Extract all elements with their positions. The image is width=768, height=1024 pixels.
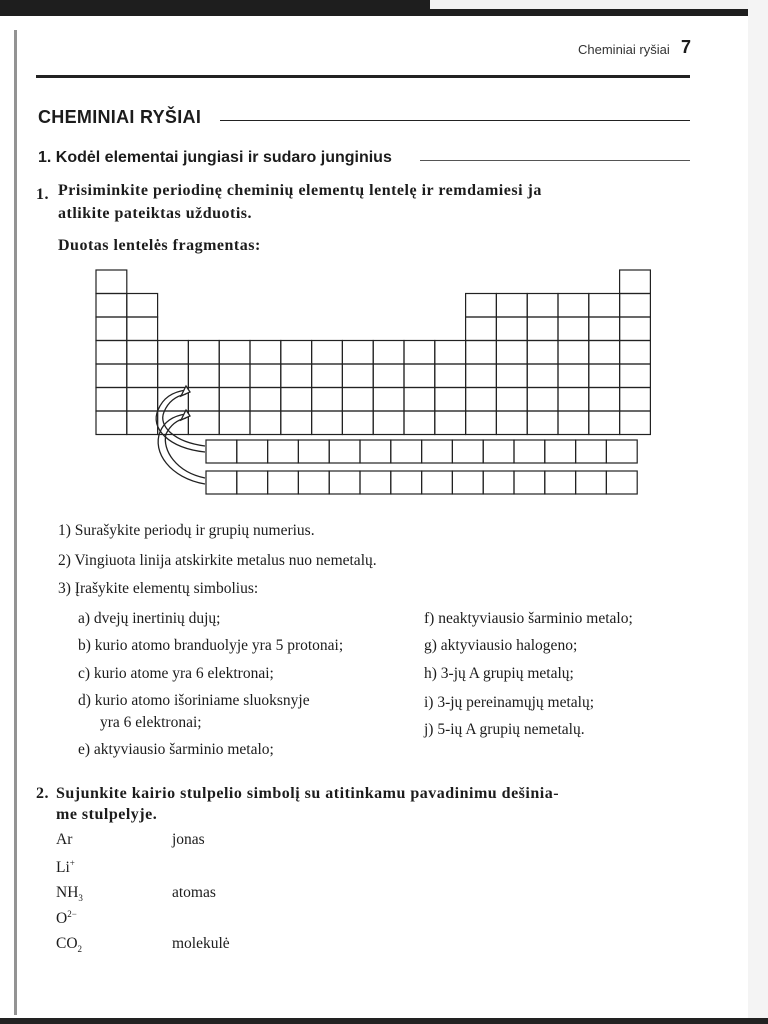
instruction-1: 1) Surašykite periodų ir grupių numerius. xyxy=(58,522,315,539)
name-molekule: molekulė xyxy=(172,935,230,952)
item-d-line2: yra 6 elektronai; xyxy=(100,714,202,731)
table-cell xyxy=(373,364,404,388)
table-cell xyxy=(466,388,497,412)
table-cell xyxy=(96,294,127,318)
arrow-actinides xyxy=(158,414,205,484)
table-cell xyxy=(96,270,127,294)
f-block-cell xyxy=(329,440,360,463)
table-cell xyxy=(466,294,497,318)
f-block-cell xyxy=(514,440,545,463)
name-jonas: jonas xyxy=(172,831,205,848)
table-cell xyxy=(219,364,250,388)
running-header: Cheminiai ryšiai xyxy=(578,42,670,57)
table-cell xyxy=(373,388,404,412)
table-cell xyxy=(466,364,497,388)
task1-number: 1. xyxy=(36,186,49,203)
symbol-oxide-ion: $O^{2-}$ xyxy=(56,909,77,928)
table-cell xyxy=(558,294,589,318)
table-cell xyxy=(527,364,558,388)
name-atomas: atomas xyxy=(172,884,216,901)
page-number: 7 xyxy=(681,37,692,57)
symbol-ar: Ar xyxy=(56,831,73,848)
table-cell xyxy=(466,341,497,365)
f-block-cell xyxy=(576,471,607,494)
table-cell xyxy=(620,411,651,435)
table-cell xyxy=(435,341,466,365)
table-cell xyxy=(620,364,651,388)
table-cell xyxy=(96,341,127,365)
f-block-cell xyxy=(606,471,637,494)
instruction-2: 2) Vingiuota linija atskirkite metalus nuo nemetalų. xyxy=(58,552,377,569)
table-cell xyxy=(404,364,435,388)
table-cell xyxy=(404,388,435,412)
table-cell xyxy=(589,294,620,318)
f-block-cell xyxy=(329,471,360,494)
table-cell xyxy=(435,411,466,435)
item-f: f) neaktyviausio šarminio metalo; xyxy=(424,610,633,627)
f-block-cell xyxy=(268,471,299,494)
table-cell xyxy=(373,411,404,435)
f-block-cell xyxy=(268,440,299,463)
table-cell xyxy=(527,294,558,318)
page-bottom-edge xyxy=(0,1018,768,1024)
table-cell xyxy=(435,364,466,388)
f-block-cell xyxy=(452,471,483,494)
item-d-line1: d) kurio atomo išoriniame sluoksnyje xyxy=(78,692,310,709)
table-cell xyxy=(589,388,620,412)
table-cell xyxy=(466,317,497,341)
chapter-title: CHEMINIAI RYŠIAI xyxy=(38,107,202,127)
f-block-cell xyxy=(422,471,453,494)
table-cell xyxy=(404,411,435,435)
f-block-cell xyxy=(298,471,329,494)
table-cell xyxy=(250,364,281,388)
item-g: g) aktyviausio halogeno; xyxy=(424,637,578,654)
f-block-cell xyxy=(606,440,637,463)
table-cell xyxy=(219,411,250,435)
instruction-3: 3) Įrašykite elementų simbolius: xyxy=(58,580,259,597)
table-cell xyxy=(312,364,343,388)
symbol-co2: $CO_2$ xyxy=(56,935,83,955)
task2-number: 2. xyxy=(36,785,49,802)
item-h: h) 3-jų A grupių metalų; xyxy=(424,665,574,682)
task2-text-line1: Sujunkite kairio stulpelio simbolį su atitinkamu pavadinimu dešinia- xyxy=(56,785,560,802)
f-block-cell xyxy=(391,471,422,494)
f-block-cell xyxy=(483,440,514,463)
table-cell xyxy=(281,364,312,388)
table-cell xyxy=(589,364,620,388)
table-cell xyxy=(342,364,373,388)
table-cell xyxy=(281,411,312,435)
table-cell xyxy=(96,364,127,388)
table-cell xyxy=(589,341,620,365)
table-cell xyxy=(558,388,589,412)
table-cell xyxy=(558,341,589,365)
table-cell xyxy=(342,341,373,365)
f-block-cell xyxy=(206,440,237,463)
f-block-cell xyxy=(298,440,329,463)
f-block-cell xyxy=(391,440,422,463)
f-block-cell xyxy=(483,471,514,494)
table-cell xyxy=(527,411,558,435)
item-c: c) kurio atome yra 6 elektronai; xyxy=(78,665,274,682)
section-title: 1. Kodėl elementai jungiasi ir sudaro junginius xyxy=(38,149,392,166)
table-cell xyxy=(127,341,158,365)
table-cell xyxy=(219,341,250,365)
table-cell xyxy=(127,294,158,318)
f-block-cell xyxy=(452,440,483,463)
table-cell xyxy=(404,341,435,365)
table-cell xyxy=(558,317,589,341)
table-cell xyxy=(620,388,651,412)
table-cell xyxy=(558,364,589,388)
table-cell xyxy=(527,388,558,412)
table-cell xyxy=(589,411,620,435)
task1-text-line1: Prisiminkite periodinę cheminių elementų lentelę ir remdamiesi ja xyxy=(58,182,542,199)
table-cell xyxy=(589,317,620,341)
task1-text-line2: atlikite pateiktas užduotis. xyxy=(58,205,253,222)
fragment-label: Duotas lentelės fragmentas: xyxy=(58,237,261,254)
table-cell xyxy=(281,388,312,412)
table-cell xyxy=(496,341,527,365)
table-cell xyxy=(250,388,281,412)
table-cell xyxy=(281,341,312,365)
f-block-cell xyxy=(545,471,576,494)
table-cell xyxy=(342,388,373,412)
table-cell xyxy=(188,411,219,435)
table-cell xyxy=(496,364,527,388)
symbol-nh3: $NH_3$ xyxy=(56,884,83,904)
table-cell xyxy=(496,388,527,412)
table-cell xyxy=(312,341,343,365)
table-cell xyxy=(620,341,651,365)
table-cell xyxy=(188,341,219,365)
task2-text-line2: me stulpelyje. xyxy=(56,806,158,823)
table-cell xyxy=(435,388,466,412)
table-cell xyxy=(620,270,651,294)
table-cell xyxy=(312,388,343,412)
f-block-cell xyxy=(422,440,453,463)
table-cell xyxy=(496,411,527,435)
table-cell xyxy=(527,317,558,341)
f-block-cell xyxy=(237,471,268,494)
table-cell xyxy=(96,411,127,435)
item-i: i) 3-jų pereinamųjų metalų; xyxy=(424,694,595,711)
table-cell xyxy=(127,317,158,341)
table-cell xyxy=(527,341,558,365)
table-cell xyxy=(250,411,281,435)
table-cell xyxy=(219,388,250,412)
f-block-cell xyxy=(360,440,391,463)
table-cell xyxy=(158,341,189,365)
table-cell xyxy=(127,388,158,412)
table-cell xyxy=(96,317,127,341)
table-cell xyxy=(188,388,219,412)
table-cell xyxy=(496,294,527,318)
table-cell xyxy=(342,411,373,435)
f-block-cell xyxy=(206,471,237,494)
table-cell xyxy=(373,341,404,365)
item-a: a) dvejų inertinių dujų; xyxy=(78,610,221,627)
table-cell xyxy=(250,341,281,365)
table-cell xyxy=(188,364,219,388)
table-cell xyxy=(158,364,189,388)
f-block-cell xyxy=(237,440,268,463)
table-cell xyxy=(620,317,651,341)
table-cell xyxy=(312,411,343,435)
table-cell xyxy=(127,364,158,388)
f-block-cell xyxy=(514,471,545,494)
f-block-cell xyxy=(576,440,607,463)
table-cell xyxy=(620,294,651,318)
f-block-cell xyxy=(360,471,391,494)
table-cell xyxy=(96,388,127,412)
table-cell xyxy=(466,411,497,435)
item-b: b) kurio atomo branduolyje yra 5 protonai; xyxy=(78,637,344,654)
table-cell xyxy=(558,411,589,435)
item-j: j) 5-ių A grupių nemetalų. xyxy=(424,721,585,738)
item-e: e) aktyviausio šarminio metalo; xyxy=(78,741,274,758)
symbol-li-ion: Li+ xyxy=(56,858,75,877)
table-cell xyxy=(127,411,158,435)
table-cell xyxy=(496,317,527,341)
f-block-cell xyxy=(545,440,576,463)
